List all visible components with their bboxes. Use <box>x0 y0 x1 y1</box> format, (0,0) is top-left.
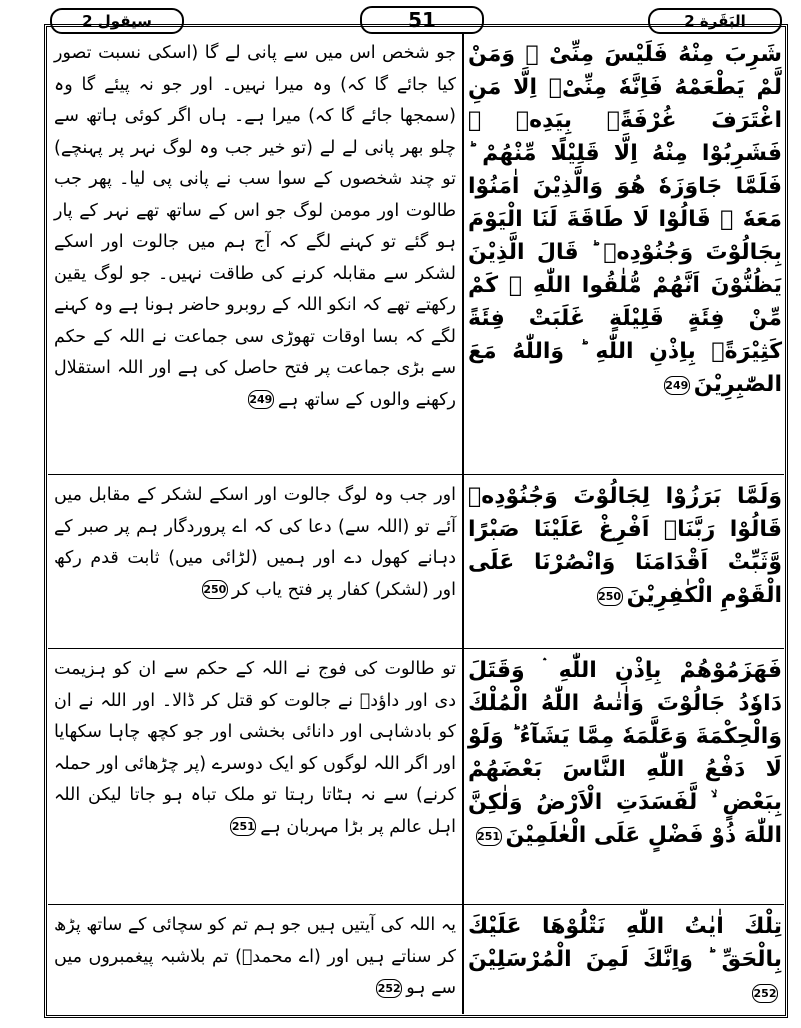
para-name-badge: سیقول 2 <box>50 8 184 34</box>
ayah-number-badge: 250 <box>597 587 623 606</box>
ayah-block-250 <box>54 480 782 640</box>
urdu-translation: تو طالوت کی فوج نے اللہ کے حکم سے ان کو ہزیمت دی اور داؤدؑ نے جالوت کو قتل کر ڈالا۔ اور اللہ نے ان کو بادشاہی اور دانائی بخشی اور جو کچھ چاہا سکھایا اور اگر اللہ لوگوں کو ایک دوسرے (پر چڑھائی اور حملہ کرنے) سے نہ ہٹاتا رہتا تو ملک تباہ ہو جاتا لیکن اللہ اہل عالم پر بڑا مہربان ہے251 <box>54 659 456 837</box>
ayah-number-badge: 250 <box>202 580 228 599</box>
section-separator <box>48 904 784 905</box>
arabic-text: تِلْكَ اٰيٰتُ اللّٰهِ نَتْلُوْهَا عَلَيْكَ بِالْحَقِّ ؕ وَاِنَّكَ لَمِنَ الْمُرْسَلِيْنَ252 <box>468 910 782 1009</box>
section-separator <box>48 648 784 649</box>
page-number-badge: 51 <box>360 6 484 34</box>
surah-name-badge: البَقَرة 2 <box>648 8 782 34</box>
urdu-translation: یہ اللہ کی آیتیں ہیں جو ہم تم کو سچائی کے ساتھ پڑھ کر سناتے ہیں اور (اے محمدؐ) تم بلاشبہ پیغمبروں میں سے ہو252 <box>54 915 456 998</box>
ayah-number-badge: 252 <box>376 979 402 998</box>
arabic-text: شَرِبَ مِنْهُ فَلَيْسَ مِنِّیْ ۚ وَمَنْ لَّمْ يَطْعَمْهُ فَاِنَّهٗ مِنِّیْۤ اِلَّا مَنِ اغْتَرَفَ غُرْفَةًۢ بِيَدِهٖ ۚ فَشَرِبُوْا مِنْهُ اِلَّا قَلِيْلًا مِّنْهُمْ ؕ فَلَمَّا جَاوَزَهٗ هُوَ وَالَّذِيْنَ اٰمَنُوْا مَعَهٗ ۙ قَالُوْا لَا طَاقَةَ لَنَا الْيَوْمَ بِجَالُوْتَ وَجُنُوْدِهٖ ؕ قَالَ الَّذِيْنَ يَظُنُّوْنَ اَنَّهُمْ مُّلٰقُوا اللّٰهِ ۙ كَمْ مِّنْ فِئَةٍ قَلِيْلَةٍ غَلَبَتْ فِئَةً كَثِيْرَةًۢ بِاِذْنِ اللّٰهِ ؕ وَاللّٰهُ مَعَ الصّٰبِرِيْنَ249 <box>468 42 782 397</box>
urdu-translation: اور جب وہ لوگ جالوت اور اسکے لشکر کے مقابل میں آئے تو (اللہ سے) دعا کی کہ اے پروردگار ہم پر صبر کے دہانے کھول دے اور ہمیں (لڑائی میں) ثابت قدم رکھ اور (لشکر) کفار پر فتح یاب کر250 <box>54 485 456 600</box>
arabic-text: فَهَزَمُوْهُمْ بِاِذْنِ اللّٰهِ ۛ وَقَتَلَ دَاوٗدُ جَالُوْتَ وَاٰتٰىهُ اللّٰهُ الْمُلْكَ وَالْحِكْمَةَ وَعَلَّمَهٗ مِمَّا يَشَآءُ ؕ وَلَوْ لَا دَفْعُ اللّٰهِ النَّاسَ بَعْضَهُمْ بِبَعْضٍ ۙ لَّفَسَدَتِ الْاَرْضُ وَلٰكِنَّ اللّٰهَ ذُوْ فَضْلٍ عَلَى الْعٰلَمِيْنَ251 <box>468 658 782 848</box>
ayah-number-badge: 249 <box>664 376 690 395</box>
ayah-number-badge: 251 <box>230 817 256 836</box>
ayah-number-badge: 249 <box>248 390 274 409</box>
ayah-block-249 <box>54 38 782 470</box>
section-separator <box>48 474 784 475</box>
ayah-block-251 <box>54 654 782 896</box>
arabic-text: وَلَمَّا بَرَزُوْا لِجَالُوْتَ وَجُنُوْدِهٖ قَالُوْا رَبَّنَاۤ اَفْرِغْ عَلَيْنَا صَبْرًا وَّثَبِّتْ اَقْدَامَنَا وَانْصُرْنَا عَلَى الْقَوْمِ الْكٰفِرِيْنَ250 <box>468 484 782 608</box>
ayah-number-badge: 251 <box>476 827 502 846</box>
ayah-block-252 <box>54 910 782 1010</box>
ayah-number-badge: 252 <box>752 984 778 1003</box>
urdu-translation: جو شخص اس میں سے پانی لے گا (اسکی نسبت تصور کیا جائے گا کہ) وہ میرا نہیں۔ اور جو نہ پیئے گا وہ (سمجھا جائے گا کہ) میرا ہے۔ ہاں اگر کوئی ہاتھ سے چلو بھر پانی لے لے (تو خیر جب وہ لوگ نہر پر پہنچے) تو چند شخصوں کے سوا سب نے پانی پی لیا۔ پھر جب طالوت اور مومن لوگ جو اس کے ساتھ تھے نہر کے پار ہو گئے تو کہنے لگے کہ آج ہم میں جالوت اور اسکے لشکر سے مقابلہ کرنے کی طاقت نہیں۔ جو لوگ یقین رکھتے تھے کہ انکو اللہ کے روبرو حاضر ہونا ہے وہ کہنے لگے کہ بسا اوقات تھوڑی سی جماعت نے اللہ کے حکم سے بڑی جماعت پر فتح حاصل کی ہے اور اللہ استقلال رکھنے والوں کے ساتھ ہے249 <box>54 43 456 410</box>
